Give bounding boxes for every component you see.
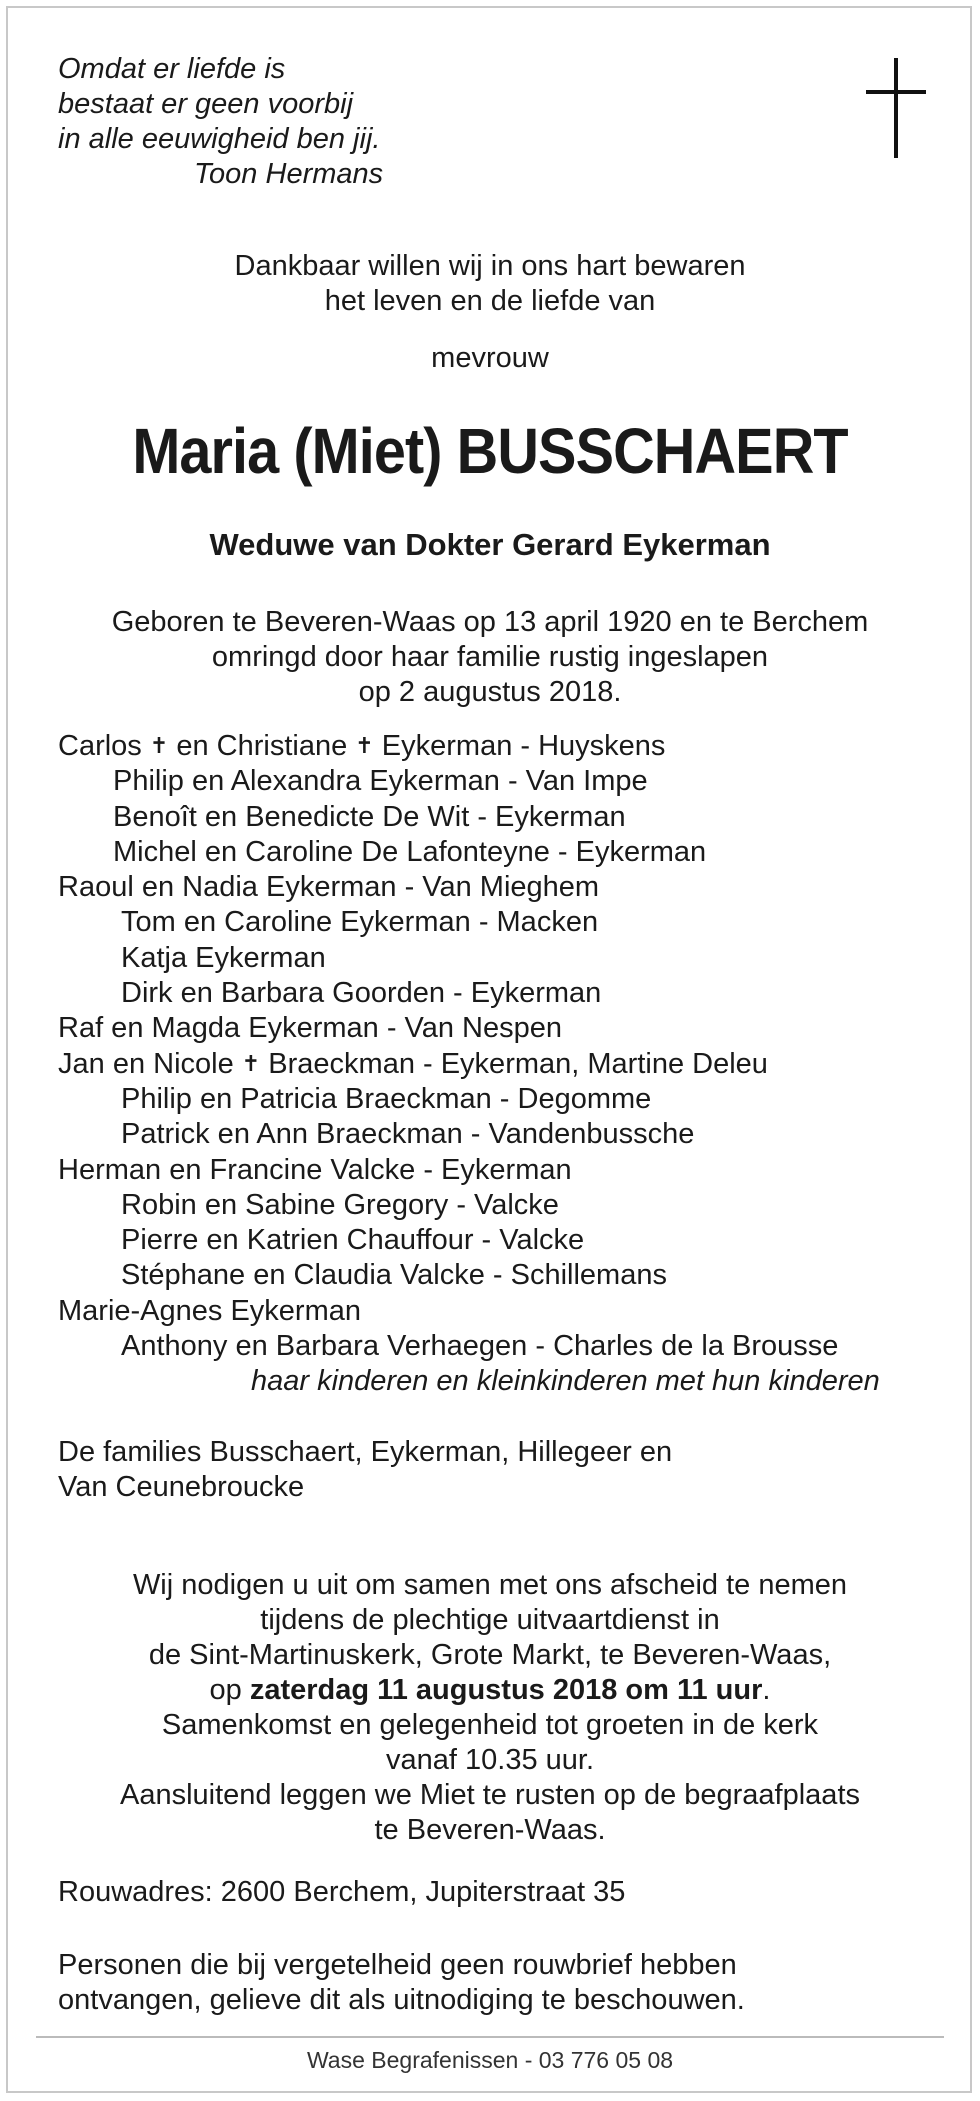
family-row: Katja Eykerman — [121, 941, 326, 974]
family-row: Carlos ✝ en Christiane ✝ Eykerman - Huyskens — [58, 730, 666, 762]
notice-line-2: ontvangen, gelieve dit als uitnodiging te beschouwen. — [58, 1984, 745, 2016]
dagger-icon: ✝ — [149, 733, 169, 758]
poem-line-2: bestaat er geen voorbij — [58, 88, 354, 120]
poem-author: Toon Hermans — [194, 158, 384, 190]
poem — [58, 52, 383, 192]
funeral-home-footer: Wase Begrafenissen - 03 776 05 08 — [306, 2047, 674, 2073]
family-list — [58, 729, 938, 1400]
invitation-line: Wij nodigen u uit om samen met ons afscheid te nemen — [132, 1569, 848, 1601]
family-row: Benoît en Benedicte De Wit - Eykerman — [113, 800, 626, 833]
intro-text — [0, 249, 980, 319]
footer-divider — [36, 2036, 944, 2038]
family-row: Robin en Sabine Gregory - Valcke — [121, 1188, 559, 1221]
honorific: mevrouw — [431, 342, 549, 374]
born-line-3: op 2 augustus 2018. — [358, 676, 622, 708]
family-closing: haar kinderen en kleinkinderen met hun kinderen — [251, 1365, 880, 1398]
invitation-line: Aansluitend leggen we Miet te rusten op de begraafplaats — [120, 1779, 860, 1811]
funeral-date: zaterdag 11 augustus 2018 om 11 uur — [249, 1674, 763, 1706]
poem-line-1: Omdat er liefde is — [58, 53, 286, 85]
invitation-line: Samenkomst en gelegenheid tot groeten in de kerk — [161, 1709, 819, 1741]
invitation-line: de Sint-Martinuskerk, Grote Markt, te Beveren-Waas, — [148, 1639, 832, 1671]
invitation-date-line: op zaterdag 11 augustus 2018 om 11 uur. — [209, 1674, 771, 1706]
relatives-line-1: De families Busschaert, Eykerman, Hillegeer en — [58, 1436, 673, 1468]
family-row: Raf en Magda Eykerman - Van Nespen — [58, 1012, 563, 1045]
birth-death-text — [0, 605, 980, 710]
relatives-line-2: Van Ceunebroucke — [58, 1471, 305, 1503]
family-row: Raoul en Nadia Eykerman - Van Mieghem — [58, 871, 600, 904]
family-row: Michel en Caroline De Lafonteyne - Eykerman — [113, 835, 707, 868]
family-row: Tom en Caroline Eykerman - Macken — [121, 906, 599, 939]
dagger-icon: ✝ — [355, 733, 374, 758]
dagger-icon: ✝ — [241, 1050, 261, 1076]
cross-icon — [866, 58, 926, 158]
intro-line-2: het leven en de liefde van — [324, 285, 656, 317]
family-row: Marie-Agnes Eykerman — [58, 1294, 361, 1327]
family-row: Herman en Francine Valcke - Eykerman — [58, 1153, 572, 1186]
invitation-line: tijdens de plechtige uitvaartdienst in — [260, 1604, 720, 1636]
invitation-text — [0, 1568, 980, 1848]
invitation-line: vanaf 10.35 uur. — [386, 1744, 594, 1776]
relatives-text — [58, 1435, 672, 1505]
family-row: Philip en Alexandra Eykerman - Van Impe — [113, 765, 648, 798]
notice-text — [58, 1948, 745, 2018]
family-row: Anthony en Barbara Verhaegen - Charles de la Brousse — [121, 1330, 839, 1363]
poem-line-3: in alle eeuwigheid ben jij. — [58, 123, 381, 155]
family-row: Patrick en Ann Braeckman - Vandenbussche — [121, 1118, 695, 1151]
intro-line-1: Dankbaar willen wij in ons hart bewaren — [234, 250, 746, 282]
family-row: Jan en Nicole ✝ Braeckman - Eykerman, Martine Deleu — [58, 1047, 768, 1080]
born-line-2: omringd door haar familie rustig ingeslapen — [211, 641, 769, 673]
family-row: Dirk en Barbara Goorden - Eykerman — [121, 977, 602, 1010]
widow-line: Weduwe van Dokter Gerard Eykerman — [209, 527, 771, 562]
mourning-address: Rouwadres: 2600 Berchem, Jupiterstraat 35 — [58, 1876, 626, 1908]
family-row: Stéphane en Claudia Valcke - Schillemans — [121, 1259, 667, 1292]
family-row: Philip en Patricia Braeckman - Degomme — [121, 1082, 652, 1115]
deceased-name: Maria (Miet) BUSSCHAERT — [132, 415, 848, 487]
notice-line-1: Personen die bij vergetelheid geen rouwbrief hebben — [58, 1949, 737, 1981]
invitation-line: te Beveren-Waas. — [374, 1814, 606, 1846]
born-line-1: Geboren te Beveren-Waas op 13 april 1920 en te Berchem — [111, 606, 869, 638]
family-row: Pierre en Katrien Chauffour - Valcke — [121, 1224, 585, 1257]
